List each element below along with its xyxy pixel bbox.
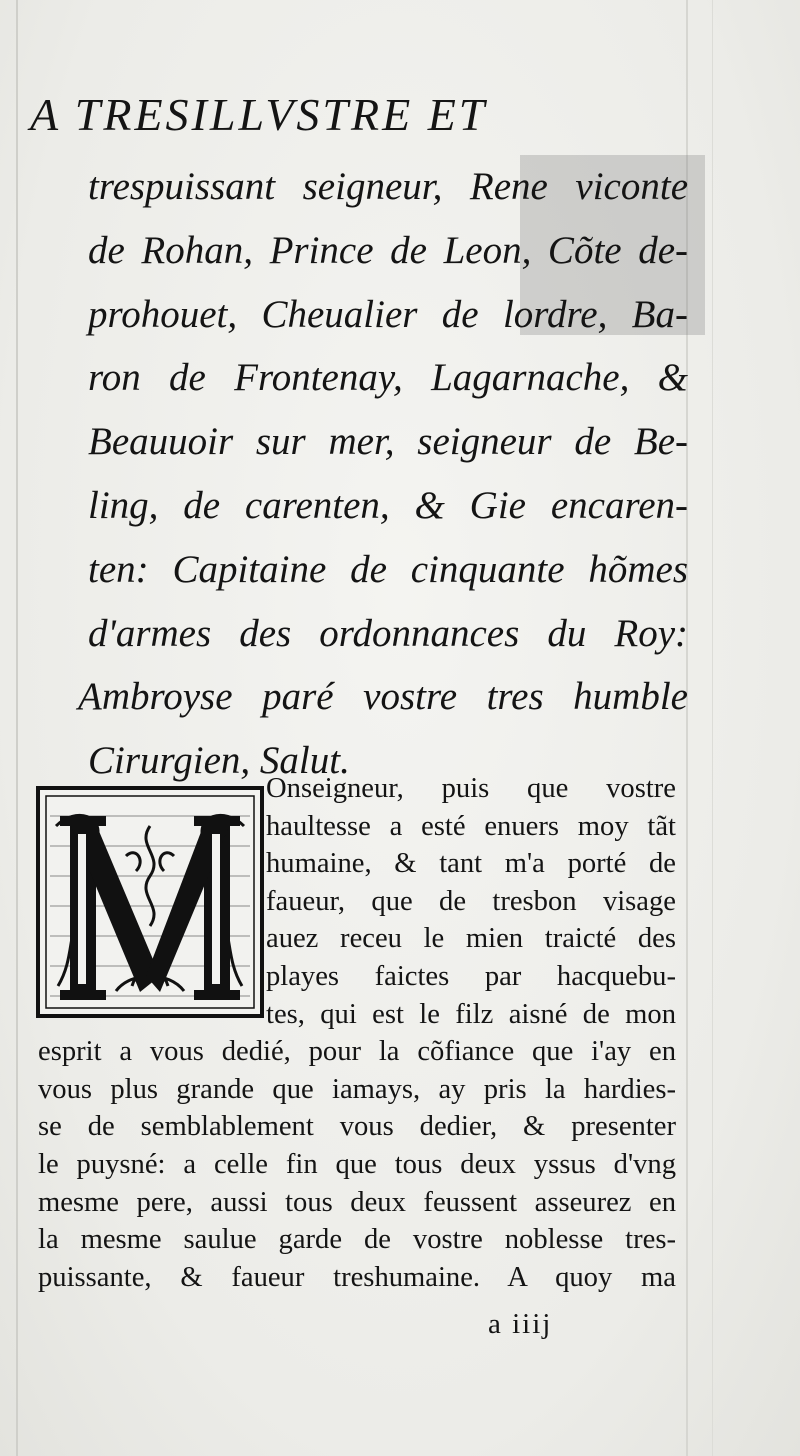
dedication-heading: A TRESILLVSTRE ET <box>30 89 488 140</box>
dedication-line: ten: Capitaine de cinquante hõmes <box>88 547 688 591</box>
dedication-line: trespuissant seigneur, Rene viconte <box>88 165 688 208</box>
dedication-line: de Rohan, Prince de Leon, Cõte de- <box>88 228 688 272</box>
body-line: puissante, & faueur treshumaine. A quoy ma <box>38 1261 676 1293</box>
dedication-line: prohouet, Cheualier de lordre, Ba- <box>88 292 688 336</box>
body-line: auez receu le mien traicté des <box>266 923 676 955</box>
body-line: esprit a vous dedié, pour la cõfiance que i'ay en <box>38 1036 676 1068</box>
body-line: mesme pere, aussi tous deux feussent asseurez en <box>38 1186 676 1218</box>
body-line: le puysné: a celle fin que tous deux yssus d'vng <box>38 1148 676 1180</box>
dedication-line: ling, de carenten, & Gie encaren- <box>88 483 688 527</box>
body-line: humaine, & tant m'a porté de <box>266 848 676 880</box>
body-line: Onseigneur, puis que vostre <box>266 773 676 804</box>
body-line: se de semblablement vous dedier, & presenter <box>38 1111 676 1143</box>
dedication-line: d'armes des ordonnances du Roy: <box>88 611 688 655</box>
page-edge-right-inner <box>712 0 713 1456</box>
body-line: vous plus grande que iamays, ay pris la hardies- <box>38 1073 676 1105</box>
body-line: haultesse a esté enuers moy tãt <box>266 810 676 842</box>
body-line: faueur, que de tresbon visage <box>266 885 676 917</box>
body-line: playes faictes par hacquebu- <box>266 960 676 992</box>
body-line: la mesme saulue garde de vostre noblesse tres- <box>38 1224 676 1256</box>
dedication-text <box>78 155 688 793</box>
dedication-line: ron de Frontenay, Lagarnache, & <box>88 356 688 400</box>
dedication-line: Beauuoir sur mer, seigneur de Be- <box>88 420 688 464</box>
dedication-line: Cirurgien, Salut. <box>88 739 350 783</box>
signature-mark: a iiij <box>488 1308 553 1340</box>
body-line: tes, qui est le filz aisné de mon <box>266 998 676 1030</box>
body-text <box>38 770 676 1296</box>
page-edge-left <box>16 0 18 1456</box>
dedication-line: Ambroyse paré vostre tres humble <box>78 675 688 719</box>
